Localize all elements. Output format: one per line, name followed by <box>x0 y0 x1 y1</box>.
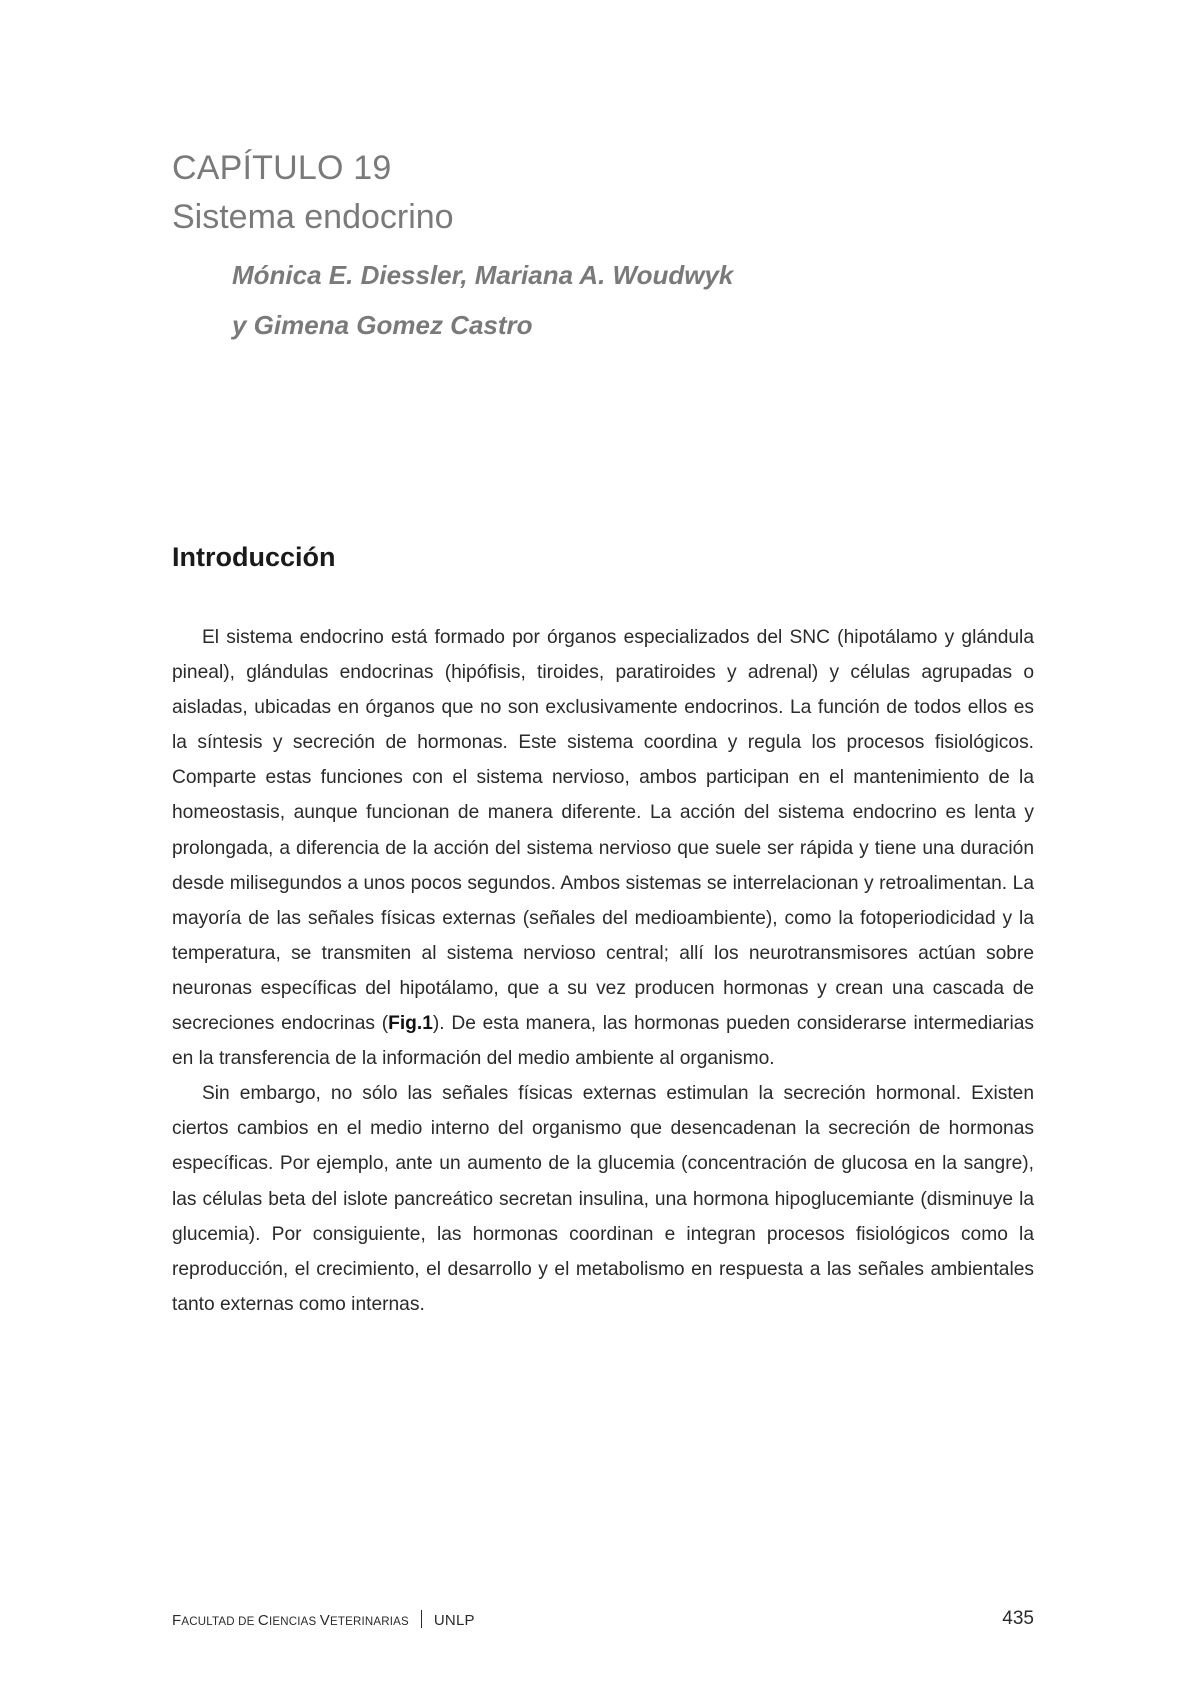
footer-institution: UNLP <box>433 1612 475 1629</box>
figure-reference: Fig.1 <box>388 1013 433 1035</box>
paragraph-1 <box>172 620 1034 1076</box>
chapter-authors <box>232 250 733 350</box>
section-heading: Introducción <box>172 542 336 572</box>
paragraph-1-text-end: ). De esta manera, las hormonas pueden considerarse intermediarias en la transferencia de la información del medio ambiente al organismo. <box>172 1013 1034 1070</box>
body-text <box>172 620 1034 1322</box>
authors-line-1: Mónica E. Diessler, Mariana A. Woudwyk <box>232 260 734 290</box>
page-number: 435 <box>1002 1608 1034 1629</box>
authors-line-2: y Gimena Gomez Castro <box>232 310 533 340</box>
footer-faculty: FACULTAD DE CIENCIAS VETERINARIAS UNLP <box>172 1612 475 1629</box>
page-footer <box>172 1608 1034 1632</box>
chapter-label: CAPÍTULO 19 <box>172 149 392 187</box>
footer-separator <box>421 1610 422 1628</box>
paragraph-2: Sin embargo, no sólo las señales físicas externas estimulan la secreción hormonal. Existen ciertos cambios en el medio interno del organismo que desencadenan la secreción de hormonas específicas. Por ejemplo, ante un aumento de la glucemia (concentración de glucosa en la sangre), las células beta del islote pancreático secretan insulina, una hormona hipoglucemiante (disminuye la glucemia). Por consiguiente, las hormonas coordinan e integran procesos fisiológicos como la reproducción, el crecimiento, el desarrollo y el metabolismo en respuesta a las señales ambientales tanto externas como internas. <box>172 1083 1034 1315</box>
paragraph-1-text: El sistema endocrino está formado por órganos especializados del SNC (hipotálamo y glándula pineal), glándulas endocrinas (hipófisis, tiroides, paratiroides y adrenal) y células agrupadas o aisladas, ubicadas en órganos que no son exclusivamente endocrinos. La función de todos ellos es la síntesis y secreción de hormonas. Este sistema coordina y regula los procesos fisiológicos. Comparte estas funciones con el sistema nervioso, ambos participan en el mantenimiento de la homeostasis, aunque funcionan de manera diferente. La acción del sistema endocrino es lenta y prolongada, a diferencia de la acción del sistema nervioso que suele ser rápida y tiene una duración desde milisegundos a unos pocos segundos. Ambos sistemas se interrelacionan y retroalimentan. La mayoría de las señales físicas externas (señales del medioambiente), como la fotoperiodicidad y la temperatura, se transmiten al sistema nervioso central; allí los neurotransmisores actúan sobre neuronas específicas del hipotálamo, que a su vez producen hormonas y crean una cascada de secreciones endocrinas ( <box>172 627 1034 1035</box>
chapter-title: Sistema endocrino <box>172 198 454 236</box>
